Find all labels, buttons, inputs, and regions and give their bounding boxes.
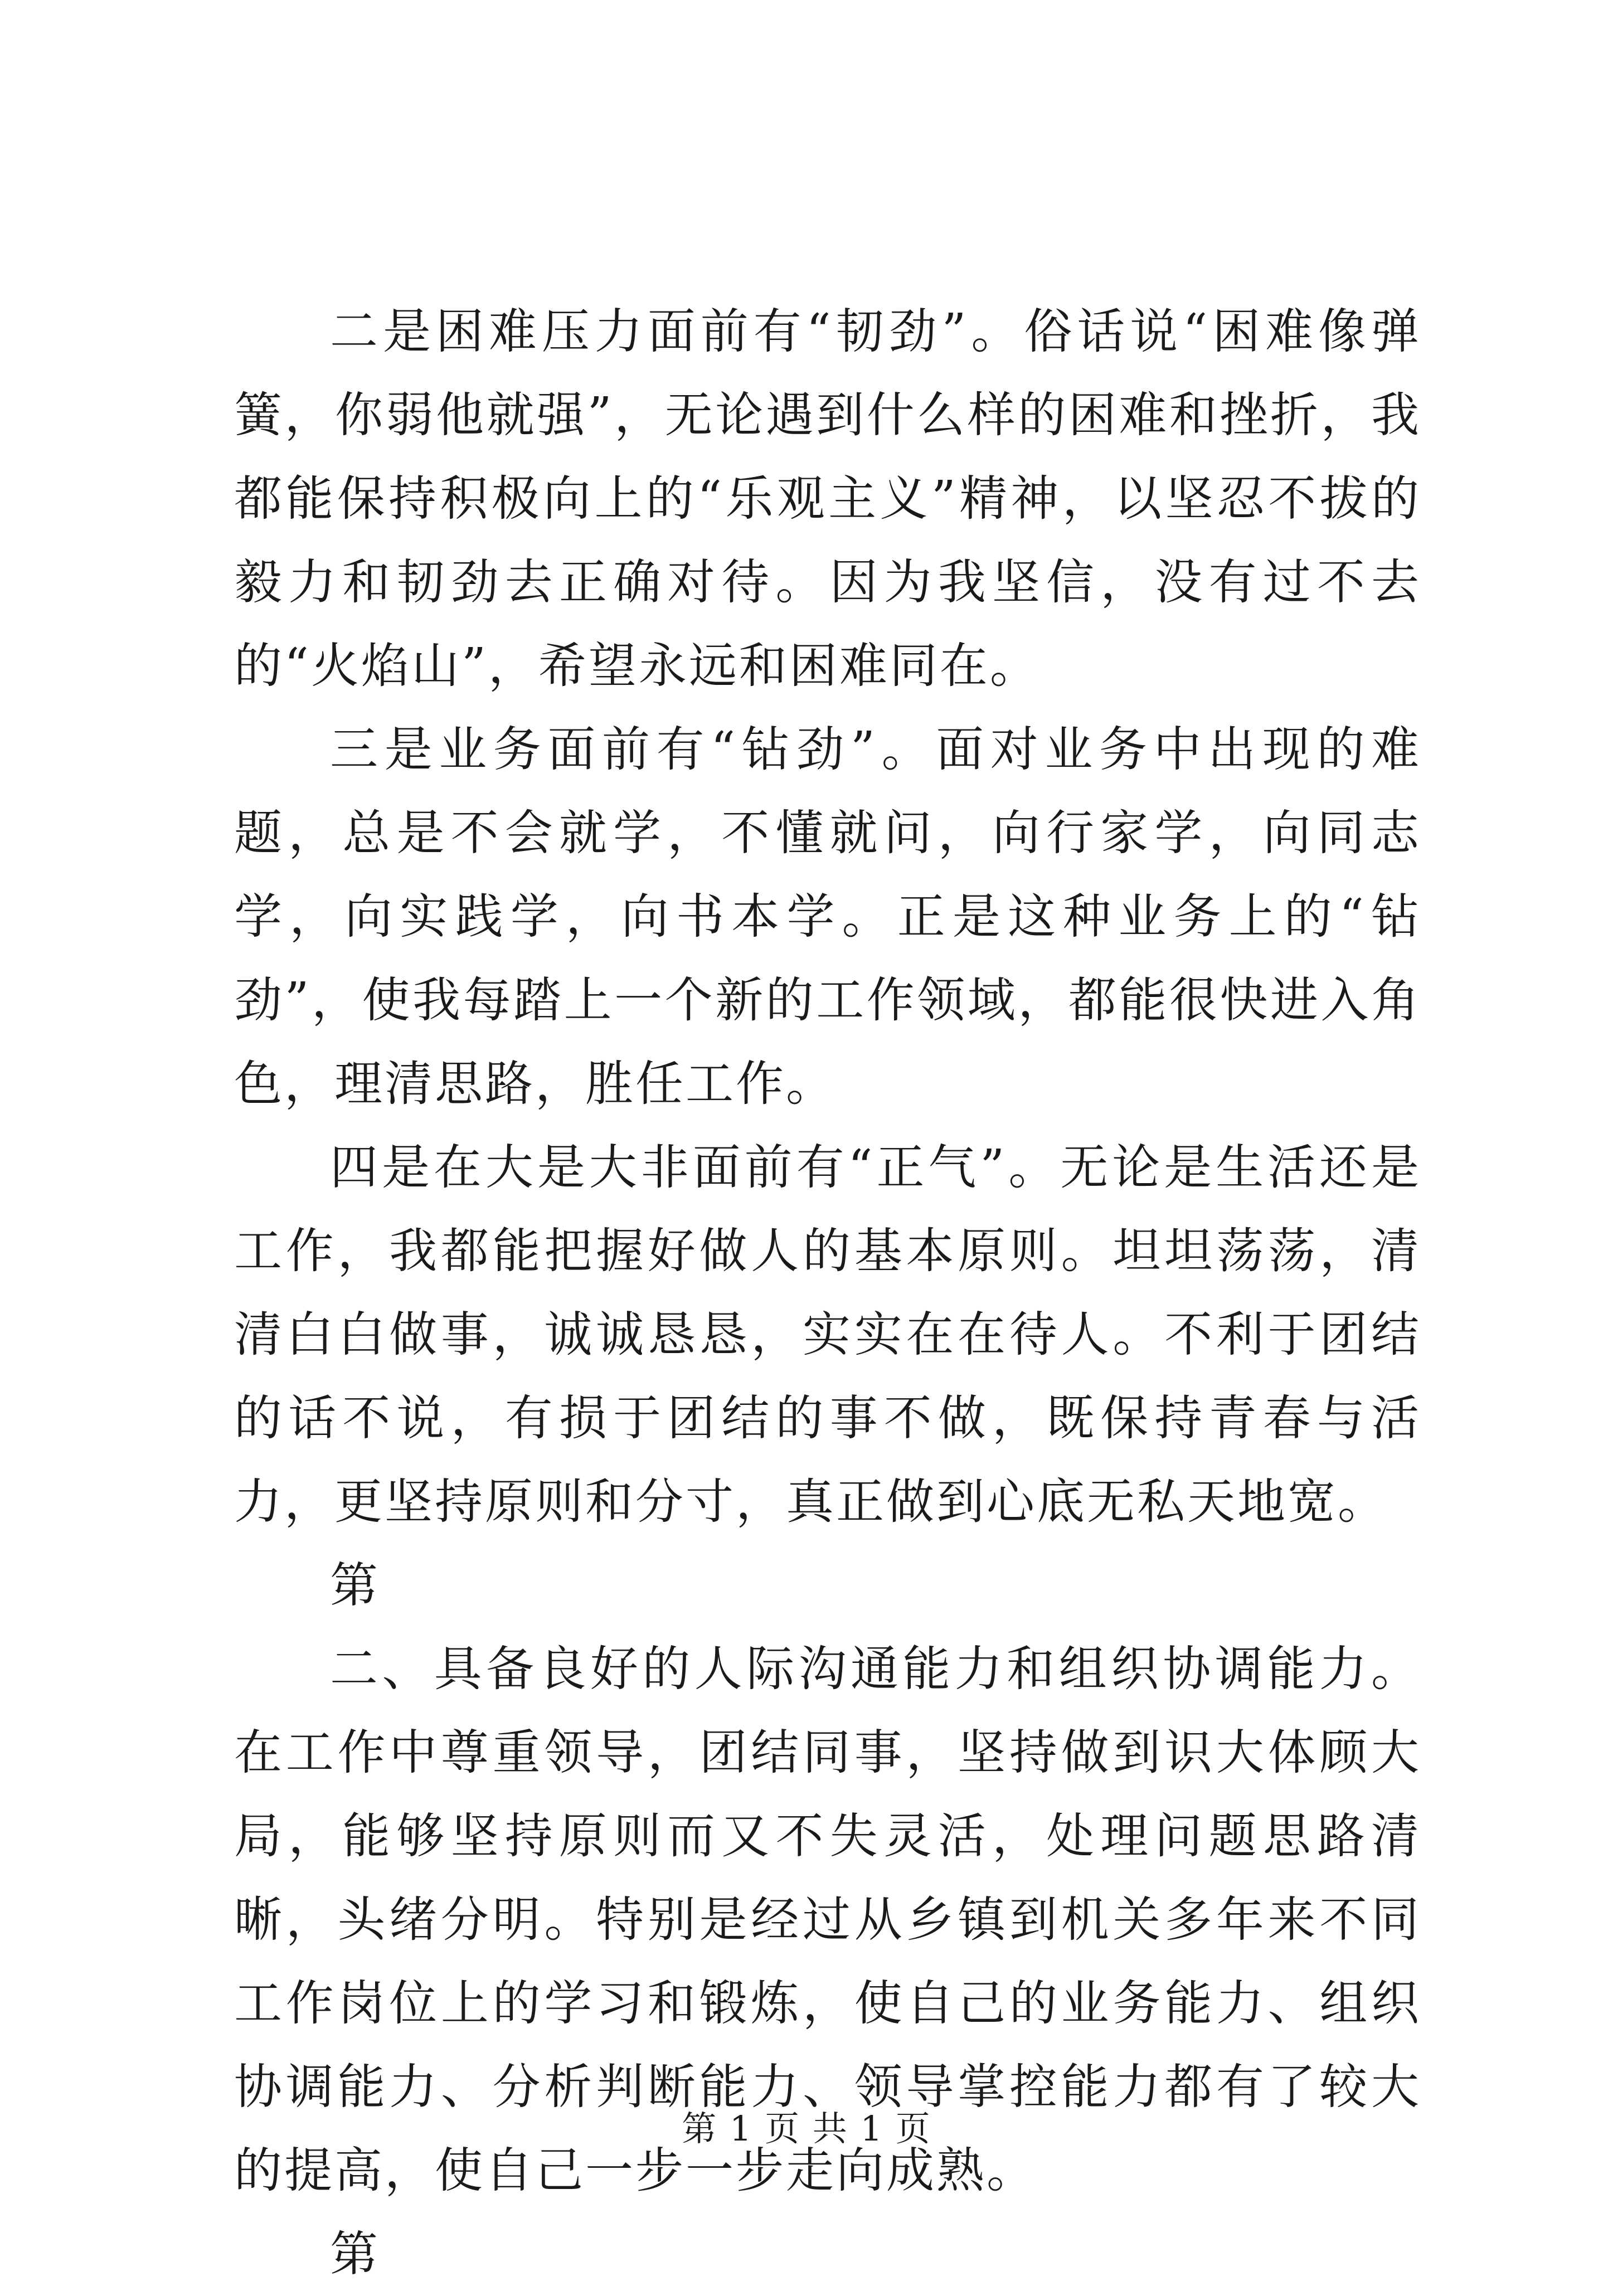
paragraph-fragment-1: 第 (330, 1558, 380, 1613)
paragraph-integrity: 四是在大是大非面前有“正气”。无论是生活还是工作，我都能把握好做人的基本原则。坦坦荡荡，清清白白做事，诚诚恳恳，实实在在待人。不利于团结的话不说，有损于团结的事不做，既保持青春与活力，更坚持原则和分寸，真正做到心底无私天地宽。 (234, 1140, 1421, 1530)
paragraph-resilience: 二是困难压力面前有“韧劲”。俗话说“困难像弹簧，你弱他就强”，无论遇到什么样的困难和挫折，我都能保持积极向上的“乐观主义”精神，以坚忍不拔的毅力和韧劲去正确对待。因为我坚信，没有过不去的“火焰山”，希望永远和困难同在。 (234, 304, 1421, 694)
paragraph-communication: 二、具备良好的人际沟通能力和组织协调能力。在工作中尊重领导，团结同事，坚持做到识大体顾大局，能够坚持原则而又不失灵活，处理问题思路清晰，头绪分明。特别是经过从乡镇到机关多年来不同工作岗位上的学习和锻炼，使自己的业务能力、组织协调能力、分析判断能力、领导掌控能力都有了较大的提高，使自己一步一步走向成熟。 (234, 1641, 1421, 2198)
page-footer: 第 1 页 共 1 页 (682, 2108, 931, 2149)
paragraph-fragment-2: 第 (330, 2226, 380, 2282)
document-body (234, 290, 1421, 2296)
paragraph-diligence: 三是业务面前有“钻劲”。面对业务中出现的难题，总是不会就学，不懂就问，向行家学，向同志学，向实践学，向书本学。正是这种业务上的“钻劲”，使我每踏上一个新的工作领域，都能很快进入角色，理清思路，胜任工作。 (234, 722, 1421, 1112)
